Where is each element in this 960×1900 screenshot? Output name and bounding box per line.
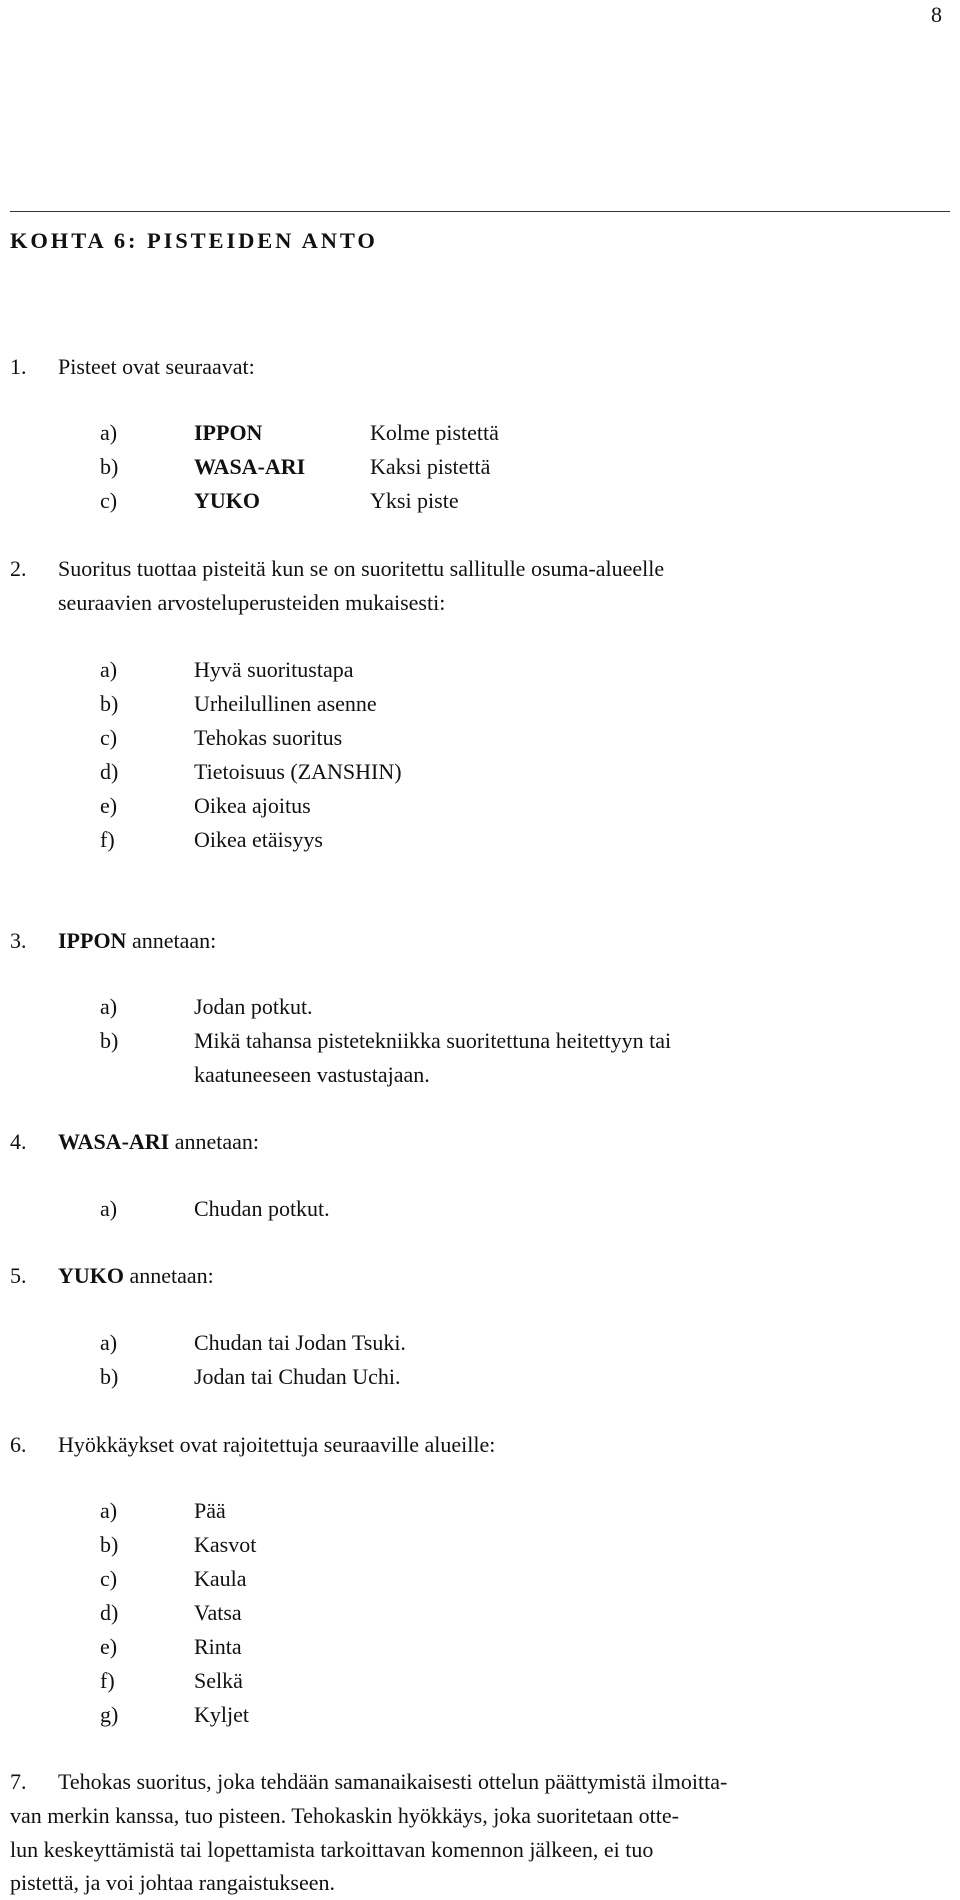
rule-item: Chudan potkut. — [194, 1196, 330, 1221]
sublabel: f) — [100, 827, 115, 852]
sublabel: a) — [100, 1330, 118, 1355]
item-number-4: 4. — [10, 1129, 27, 1154]
target-area-item: Kyljet — [194, 1702, 249, 1727]
page-number: 8 — [931, 2, 942, 27]
item-2-line-1: Suoritus tuottaa pisteitä kun se on suoritettu sallitulle osuma-alueelle — [58, 556, 665, 581]
criteria-item: Hyvä suoritustapa — [194, 657, 354, 682]
score-description: Yksi piste — [370, 488, 459, 513]
item-number-6: 6. — [10, 1432, 27, 1457]
target-area-item: Pää — [194, 1498, 226, 1523]
item-7-line-2: van merkin kanssa, tuo pisteen. Tehokaskin hyökkäys, joka suoritetaan otte- — [10, 1803, 679, 1828]
rule-item: Jodan tai Chudan Uchi. — [194, 1364, 401, 1389]
heading-rest: annetaan: — [126, 928, 217, 953]
sublabel: f) — [100, 1668, 115, 1693]
criteria-item: Tietoisuus (ZANSHIN) — [194, 759, 402, 784]
target-area-item: Vatsa — [194, 1600, 242, 1625]
sublabel: c) — [100, 725, 118, 750]
sublabel: d) — [100, 759, 119, 784]
item-5-heading — [58, 1259, 214, 1293]
criteria-item: Tehokas suoritus — [194, 725, 343, 750]
item-number-7: 7. — [10, 1769, 27, 1794]
item-number-2: 2. — [10, 556, 27, 581]
item-7-line-4: pistettä, ja voi johtaa rangaistukseen. — [10, 1870, 336, 1895]
target-area-item: Selkä — [194, 1668, 243, 1693]
sublabel: a) — [100, 1498, 118, 1523]
score-term: WASA-ARI — [194, 454, 306, 479]
score-term: IPPON — [58, 928, 127, 953]
sublabel: a) — [100, 994, 118, 1019]
sublabel: b) — [100, 454, 119, 479]
sublabel: e) — [100, 1634, 118, 1659]
sublabel: a) — [100, 420, 118, 445]
sublabel: e) — [100, 793, 118, 818]
item-2-line-2: seuraavien arvosteluperusteiden mukaisesti: — [58, 590, 446, 615]
item-number-3: 3. — [10, 928, 27, 953]
score-term: YUKO — [58, 1263, 124, 1288]
rule-item: Chudan tai Jodan Tsuki. — [194, 1330, 406, 1355]
rule-item: Jodan potkut. — [194, 994, 313, 1019]
score-description: Kaksi pistettä — [370, 454, 491, 479]
item-7-line-3: lun keskeyttämistä tai lopettamista tarkoittavan komennon jälkeen, ei tuo — [10, 1837, 654, 1862]
target-area-item: Kasvot — [194, 1532, 257, 1557]
item-7-line-1: Tehokas suoritus, joka tehdään samanaikaisesti ottelun päättymistä ilmoitta- — [58, 1769, 728, 1794]
sublabel: a) — [100, 657, 118, 682]
sublabel: c) — [100, 1566, 118, 1591]
item-number-1: 1. — [10, 354, 27, 379]
rule-item: Mikä tahansa pistetekniikka suoritettuna heitettyyn tai — [194, 1028, 672, 1053]
rule-item-continuation: kaatuneeseen vastustajaan. — [194, 1062, 430, 1087]
score-description: Kolme pistettä — [370, 420, 499, 445]
target-area-item: Rinta — [194, 1634, 242, 1659]
sublabel: b) — [100, 1532, 119, 1557]
criteria-item: Oikea ajoitus — [194, 793, 311, 818]
score-term: IPPON — [194, 420, 263, 445]
sublabel: g) — [100, 1702, 119, 1727]
sublabel: d) — [100, 1600, 119, 1625]
heading-rest: annetaan: — [169, 1129, 260, 1154]
item-4-heading — [58, 1125, 259, 1159]
item-6-text: Hyökkäykset ovat rajoitettuja seuraaville alueille: — [58, 1432, 496, 1457]
sublabel: b) — [100, 691, 119, 716]
item-1-text: Pisteet ovat seuraavat: — [58, 354, 255, 379]
score-term: WASA-ARI — [58, 1129, 170, 1154]
criteria-item: Oikea etäisyys — [194, 827, 323, 852]
sublabel: a) — [100, 1196, 118, 1221]
item-3-heading — [58, 924, 216, 958]
sublabel: c) — [100, 488, 118, 513]
sublabel: b) — [100, 1028, 119, 1053]
heading-rest: annetaan: — [124, 1263, 214, 1288]
item-number-5: 5. — [10, 1263, 27, 1288]
header-rule — [10, 211, 950, 212]
sublabel: b) — [100, 1364, 119, 1389]
target-area-item: Kaula — [194, 1566, 247, 1591]
score-term: YUKO — [194, 488, 260, 513]
section-heading: KOHTA 6: PISTEIDEN ANTO — [10, 228, 378, 253]
criteria-item: Urheilullinen asenne — [194, 691, 377, 716]
